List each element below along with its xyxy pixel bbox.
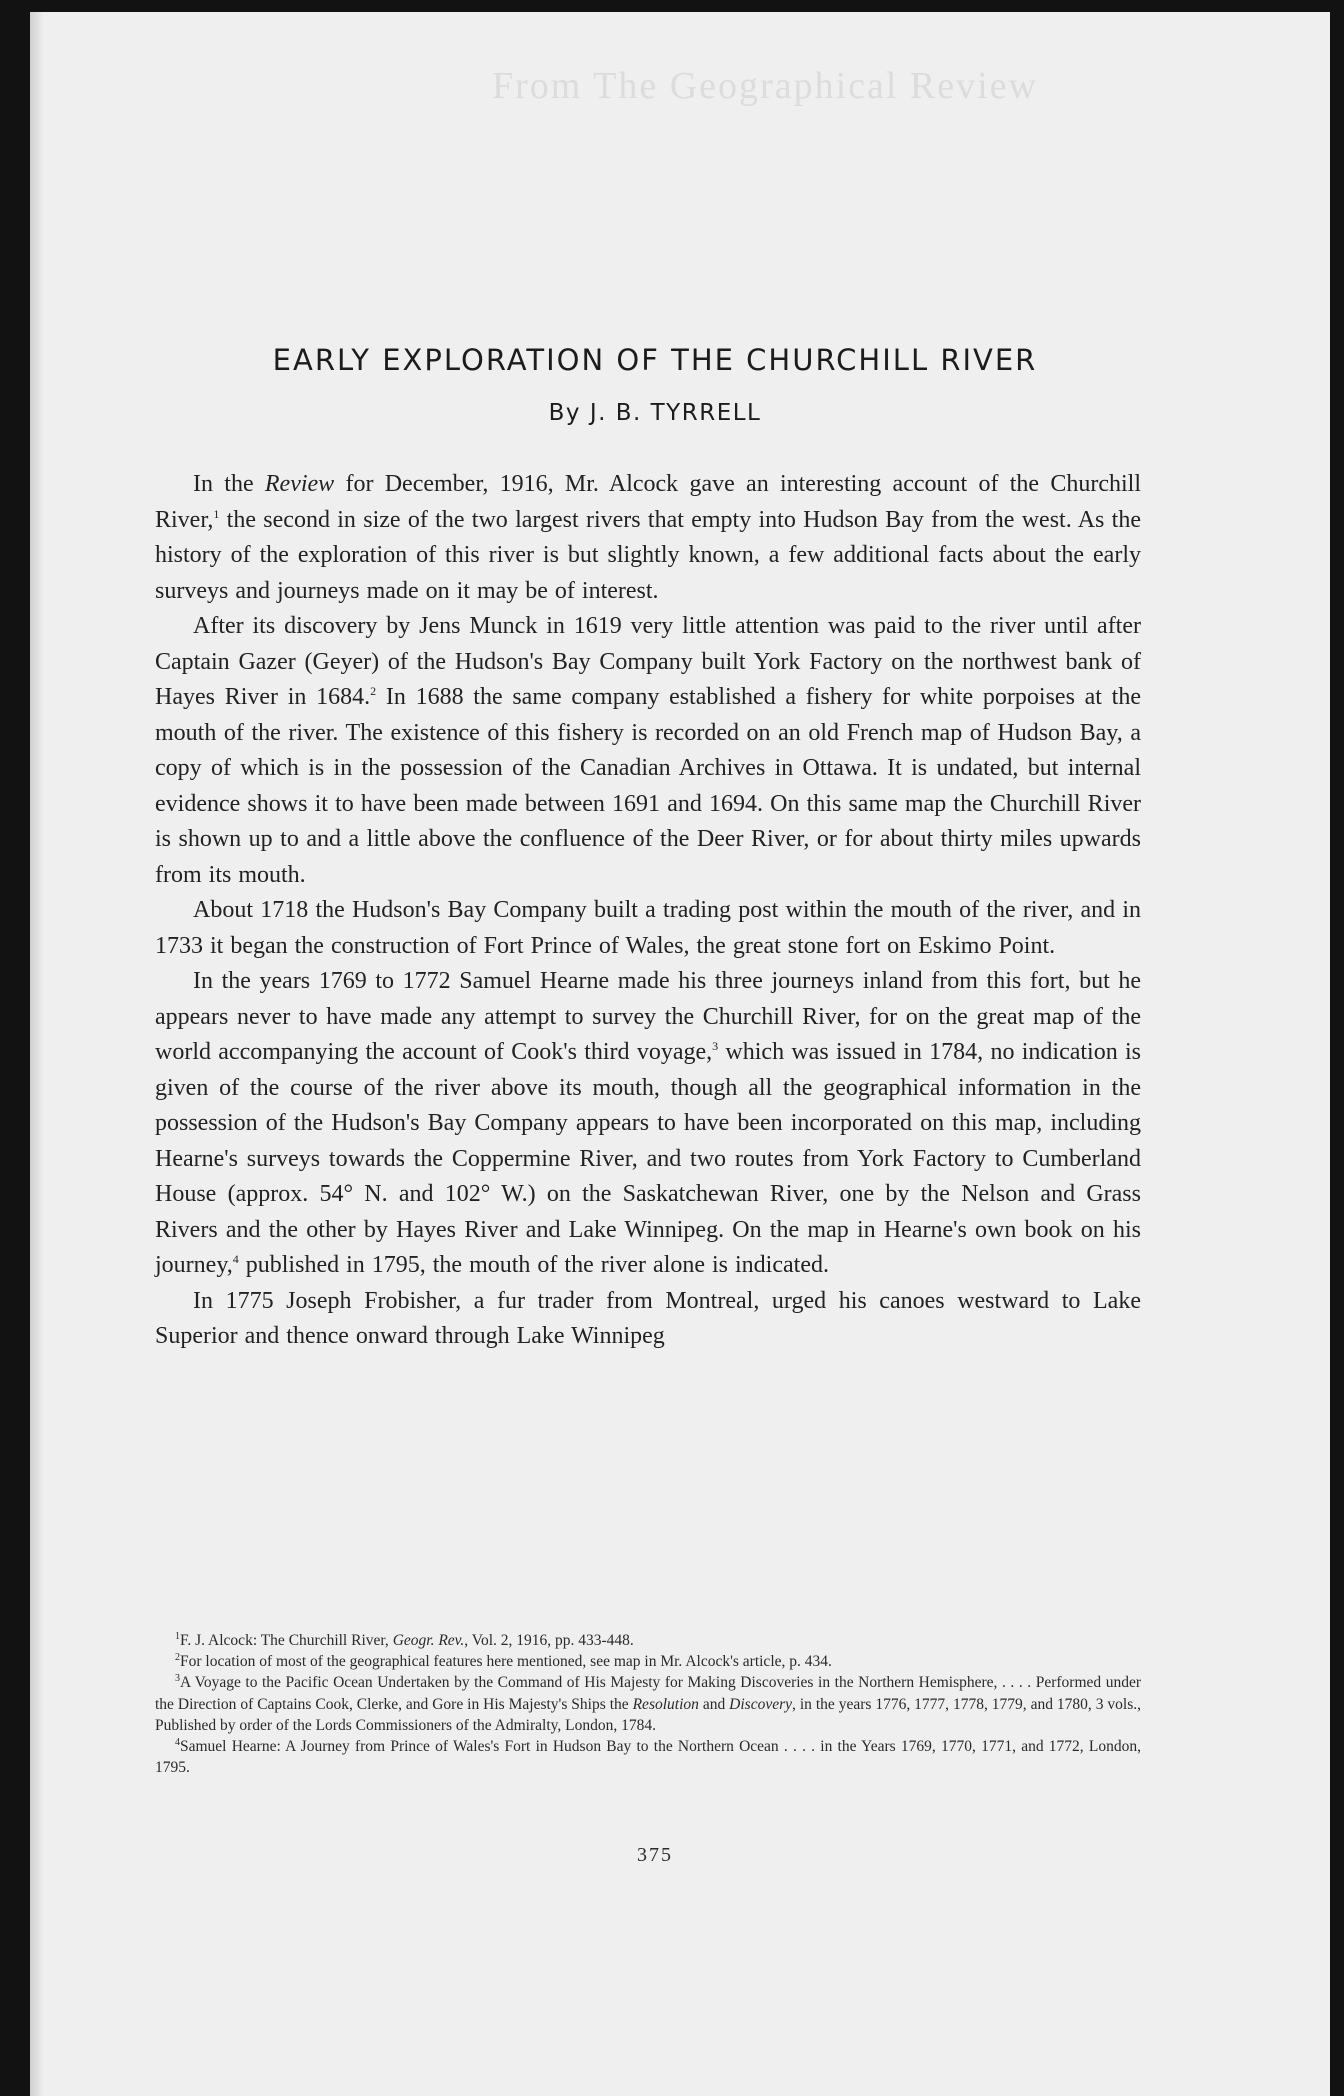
article-body [155, 467, 1141, 1355]
journal-name: Review [264, 471, 335, 497]
article-author: By J. B. TYRRELL [548, 400, 762, 426]
text-run: F. J. Alcock: The Churchill River, [180, 1632, 393, 1649]
text-run: which was issued in 1784, no indication is given of the course of the river above its mouth, though all the geographical information in the possession of the Hudson's Bay Company appears to have been incorporated on this map, including Hearne's surveys towards the Coppermine River, and two routes from York Factory to Cumberland House (approx. 54° N. and 102° W.) on the Saskatchewan River, one by the Nelson and Grass Rivers and the other by Hayes River and Lake Winnipeg. On the map in Hearne's own book on his journey, [155, 1039, 1141, 1278]
article-title: EARLY EXPLORATION OF THE CHURCHILL RIVER [272, 343, 1038, 377]
journal-abbrev: Geogr. Rev. [392, 1632, 465, 1649]
text-run: In the [193, 471, 265, 497]
footnote-number: 1 [175, 1631, 180, 1642]
ship-name: Discovery [729, 1695, 793, 1713]
footnote-1 [155, 1630, 1141, 1651]
text-run: the second in size of the two largest rivers that empty into Hudson Bay from the west. As the history of the exploration of this river is but slightly known, a few additional facts about the early surveys and journeys made on it may be of interest. [155, 506, 1141, 604]
footnote-number: 3 [175, 1673, 180, 1685]
paragraph-3: About 1718 the Hudson's Bay Company built a trading post within the mouth of the river, and in 1733 it began the construction of Fort Prince of Wales, the great stone fort on Eskimo Point. [155, 897, 1141, 959]
footnote-4 [155, 1736, 1141, 1778]
text-run: for December, 1916, Mr. Alcock gave an interesting account of the Churchill River, [155, 471, 1141, 533]
footnote-marker: 3 [712, 1039, 719, 1053]
text-run: After its discovery by Jens Munck in 1619 very little attention was paid to the river until after Captain Gazer (Geyer) of the Hudson's Bay Company built York Factory on the northwest bank of Hayes River in 1684. [155, 613, 1141, 710]
text-run: published in 1795, the mouth of the river alone is indicated. [238, 1252, 829, 1278]
footnote-marker: 2 [370, 684, 377, 698]
page-binding-shadow [30, 12, 44, 2096]
ship-name: Resolution [632, 1695, 699, 1713]
footnote-marker: 1 [213, 506, 220, 521]
paragraph-4 [155, 964, 1141, 1284]
text-run: In the years 1769 to 1772 Samuel Hearne made his three journeys inland from this fort, but he appears never to have made any attempt to survey the Churchill River, for on the great map of the world accompanying the account of Cook's third voyage, [155, 968, 1141, 1065]
journal-page [30, 12, 1330, 2096]
footnote-2 [155, 1651, 1141, 1672]
text-run: , in the years 1776, 1777, 1778, 1779, and 1780, 3 vols., Published by order of the Lords Commissioners of the Admiralty, London, 1784. [155, 1695, 1141, 1734]
footnote-3 [155, 1672, 1141, 1736]
footnote-marker: 4 [232, 1252, 239, 1266]
text-run: In 1688 the same company established a fishery for white porpoises at the mouth of the river. The existence of this fishery is recorded on an old French map of Hudson Bay, a copy of which is in the possession of the Canadian Archives in Ottawa. It is undated, but internal evidence shows it to have been made between 1691 and 1694. On this same map the Churchill River is shown up to and a little above the confluence of the Deer River, or for about thirty miles upwards from its mouth. [155, 684, 1141, 888]
text-run: A Voyage to the Pacific Ocean Undertaken by the Command of His Majesty for Making Discoveries in the Northern Hemisphere, . . . . Performed under the Direction of Captains Cook, Clerke, and Gore in His Majesty's Ships the [155, 1674, 1141, 1713]
text-run: For location of most of the geographical features here mentioned, see map in Mr. Alcock's article, p. 434. [180, 1653, 832, 1671]
page-number: 375 [637, 1844, 673, 1866]
text-run: and [698, 1695, 730, 1713]
text-run: Samuel Hearne: A Journey from Prince of Wales's Fort in Hudson Bay to the Northern Ocean . . . . in the Years 1769, 1770, 1771, and 1772, London, 1795. [155, 1738, 1141, 1777]
paragraph-5: In 1775 Joseph Frobisher, a fur trader from Montreal, urged his canoes westward to Lake Superior and thence onward through Lake Winnipeg [155, 1287, 1141, 1349]
bleed-through-header: From The Geographical Review [492, 65, 1038, 107]
footnote-number: 2 [175, 1652, 180, 1664]
footnote-number: 4 [175, 1737, 180, 1749]
paragraph-1 [155, 467, 1141, 609]
footnotes [155, 1630, 1141, 1778]
text-run: , Vol. 2, 1916, pp. 433-448. [464, 1632, 634, 1649]
paragraph-2 [155, 609, 1141, 893]
